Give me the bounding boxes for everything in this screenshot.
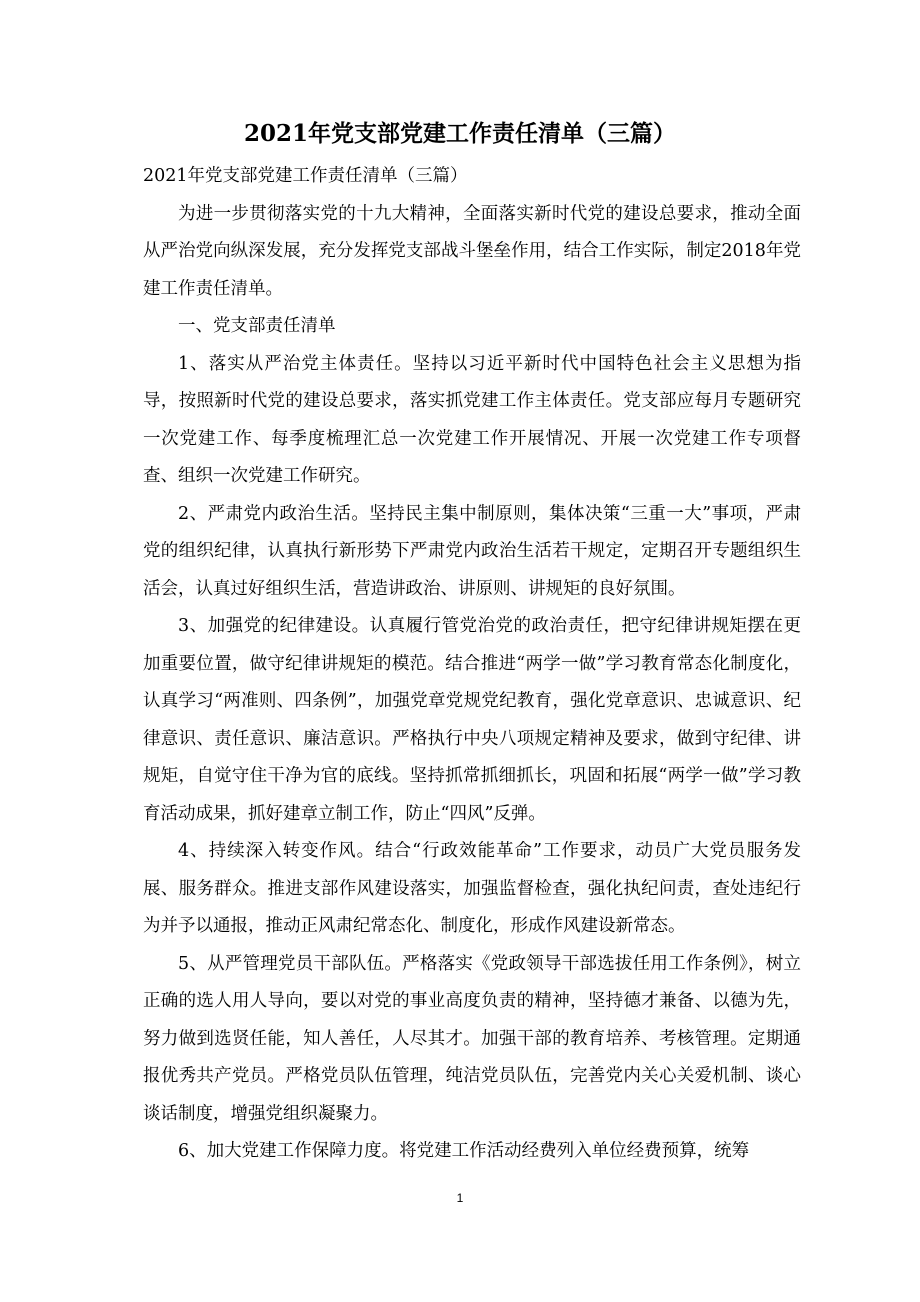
paragraph-item-6: 6、加大党建工作保障力度。将党建工作活动经费列入单位经费预算，统筹 [178,1141,750,1161]
paragraph-item-3: 3、加强党的纪律建设。认真履行管党治党的政治责任，把守纪律讲规矩摆在更加重要位置，做守纪律讲规矩的模范。结合推进“两学一做”学习教育常态化制度化，认真学习“两准则、四条例”，加强党章党规党纪教育，强化党章意识、忠诚意识、纪律意识、责任意识、廉洁意识。严格执行中央八项规定精神及要求，做到守纪律、讲规矩，自觉守住干净为官的底线。坚持抓常抓细抓长，巩固和拓展“两学一做”学习教育活动成果，抓好建章立制工作，防止“四风”反弹。 [143,616,801,824]
document-subtitle: 2021年党支部党建工作责任清单（三篇） [143,166,468,186]
paragraph-item-1: 1、落实从严治党主体责任。坚持以习近平新时代中国特色社会主义思想为指导，按照新时代党的建设总要求，落实抓党建工作主体责任。党支部应每月专题研究一次党建工作、每季度梳理汇总一次党建工作开展情况、开展一次党建工作专项督查、组织一次党建工作研究。 [143,353,801,486]
page-number: 1 [456,1191,464,1205]
paragraph-item-5: 5、从严管理党员干部队伍。严格落实《党政领导干部选拔任用工作条例》，树立正确的选人用人导向，要以对党的事业高度负责的精神，坚持德才兼备、以德为先，努力做到选贤任能，知人善任，人尽其才。加强干部的教育培养、考核管理。定期通报优秀共产党员。严格党员队伍管理，纯洁党员队伍，完善党内关心关爱机制、谈心谈话制度，增强党组织凝聚力。 [143,953,801,1124]
paragraph-item-2: 2、严肃党内政治生活。坚持民主集中制原则，集体决策“三重一大”事项，严肃党的组织纪律，认真执行新形势下严肃党内政治生活若干规定，定期召开专题组织生活会，认真过好组织生活，营造讲政治、讲原则、讲规矩的良好氛围。 [143,503,801,599]
paragraph-item-4: 4、持续深入转变作风。结合“行政效能革命”工作要求，动员广大党员服务发展、服务群众。推进支部作风建设落实，加强监督检查，强化执纪问责，查处违纪行为并予以通报，推动正风肃纪常态化、制度化，形成作风建设新常态。 [143,841,801,936]
section-heading: 一、党支部责任清单 [178,316,336,336]
document-title: 2021年党支部党建工作责任清单（三篇） [243,120,676,147]
paragraph-intro: 为进一步贯彻落实党的十九大精神，全面落实新时代党的建设总要求，推动全面从严治党向纵深发展，充分发挥党支部战斗堡垒作用，结合工作实际，制定2018年党建工作责任清单。 [143,203,801,299]
document-body [143,158,801,1171]
